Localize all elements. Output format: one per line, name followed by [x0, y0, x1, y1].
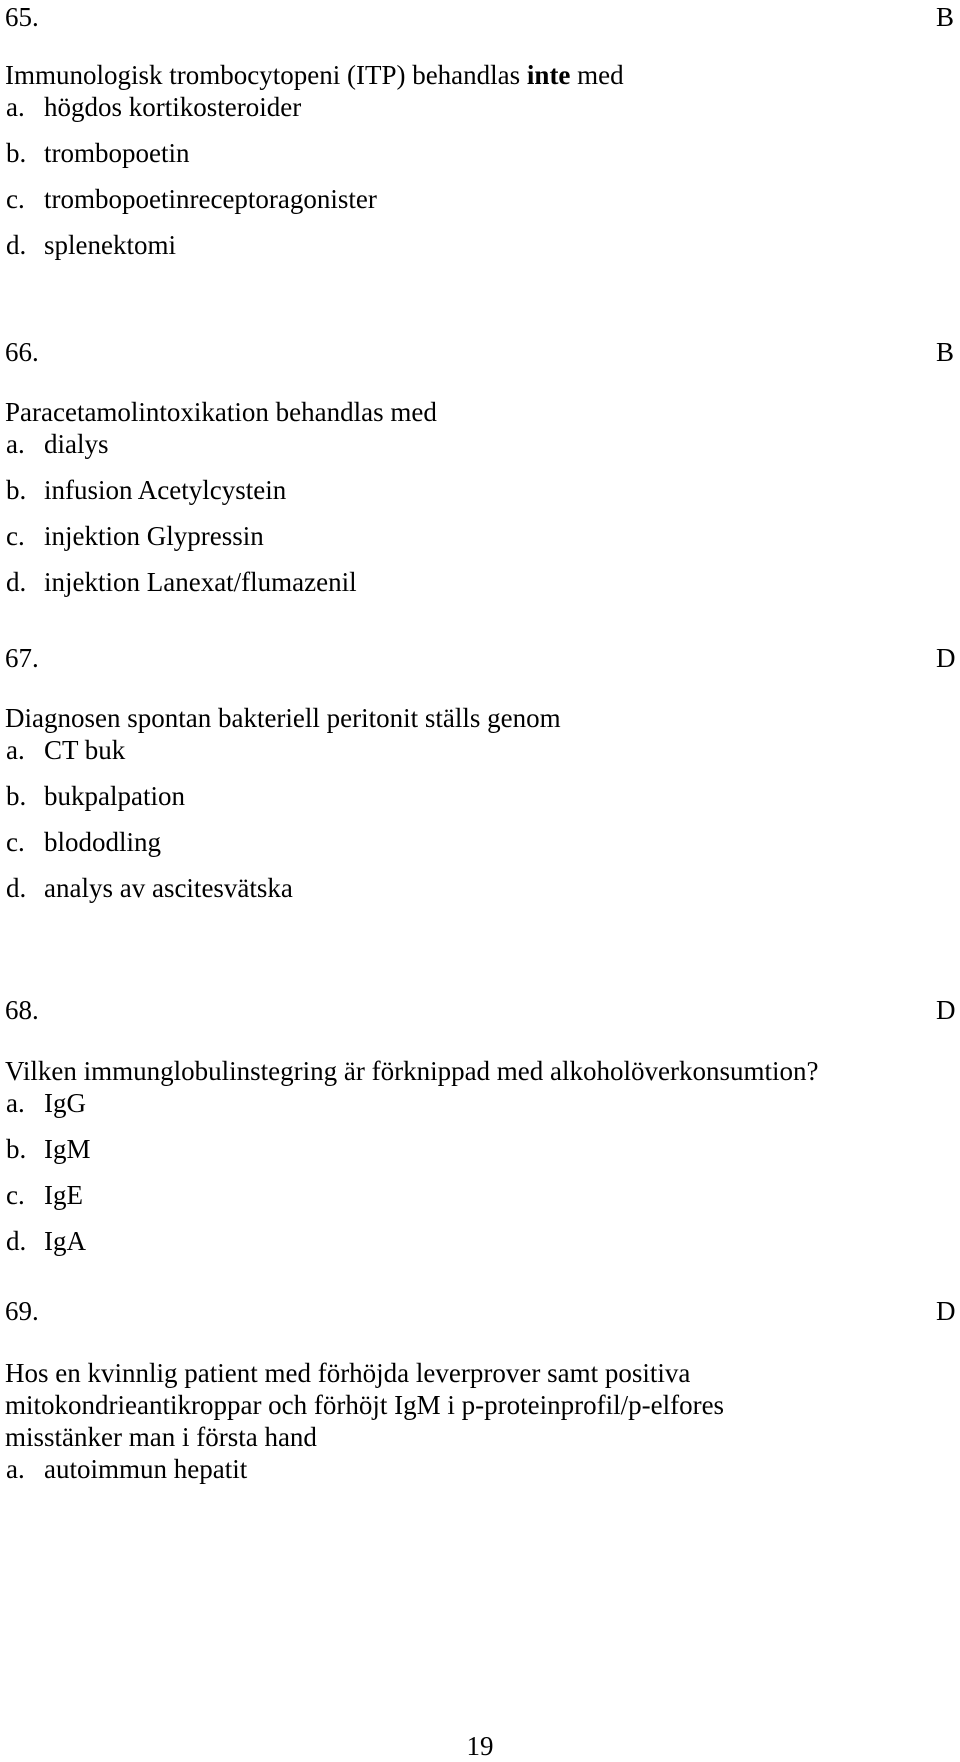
- option-text: IgM: [44, 1134, 91, 1164]
- option-text: blododling: [44, 827, 162, 857]
- question-stem: Paracetamolintoxikation behandlas med: [5, 397, 437, 427]
- option-letter: a.: [6, 429, 25, 459]
- question-number: 65.: [5, 2, 39, 32]
- option-letter: c.: [6, 1180, 25, 1210]
- option: [6, 873, 293, 903]
- question-number: 66.: [5, 337, 39, 367]
- question-number: 69.: [5, 1296, 39, 1326]
- option: [6, 475, 286, 505]
- option-text: CT buk: [44, 735, 126, 765]
- option: [6, 1134, 91, 1164]
- option-text: injektion Lanexat/flumazenil: [44, 567, 357, 597]
- option-letter: d.: [6, 567, 27, 597]
- option: [6, 781, 185, 811]
- answer-key: B: [936, 337, 955, 367]
- option-letter: a.: [6, 1088, 25, 1118]
- option-letter: b.: [6, 1134, 27, 1164]
- answer-key: D: [936, 995, 956, 1025]
- option-letter: c.: [6, 521, 25, 551]
- option-letter: b.: [6, 781, 27, 811]
- option: [6, 1226, 86, 1256]
- option-letter: d.: [6, 873, 27, 903]
- option: [6, 1454, 247, 1484]
- question-number: 67.: [5, 643, 39, 673]
- option: [6, 735, 125, 765]
- answer-key: D: [936, 1296, 956, 1326]
- option-letter: a.: [6, 92, 25, 122]
- page-number: 19: [466, 1731, 494, 1761]
- option-text: trombopoetin: [44, 138, 190, 168]
- option-letter: b.: [6, 138, 27, 168]
- option: [6, 230, 176, 260]
- question-stem-line: misstänker man i första hand: [5, 1422, 317, 1452]
- option: [6, 92, 301, 122]
- option-text: högdos kortikosteroider: [44, 92, 302, 122]
- question-stem: Diagnosen spontan bakteriell peritonit ställs genom: [5, 703, 561, 733]
- stem-emphasis: inte: [526, 60, 571, 90]
- option-text: dialys: [44, 429, 109, 459]
- question-number: 68.: [5, 995, 39, 1025]
- answer-key: B: [936, 2, 955, 32]
- option: [6, 429, 109, 459]
- question-stem: Vilken immunglobulinstegring är förknippad med alkoholöverkonsumtion?: [5, 1056, 819, 1086]
- option-text: infusion Acetylcystein: [44, 475, 287, 505]
- option-letter: b.: [6, 475, 27, 505]
- option: [6, 827, 161, 857]
- option: [6, 567, 357, 597]
- option-text: trombopoetinreceptoragonister: [44, 184, 377, 214]
- option-letter: c.: [6, 184, 25, 214]
- option-text: IgG: [44, 1088, 86, 1118]
- option-letter: a.: [6, 1454, 25, 1484]
- question-stem-line: mitokondrieantikroppar och förhöjt IgM i p-proteinprofil/p-elfores: [5, 1390, 725, 1420]
- option-text: injektion Glypressin: [44, 521, 264, 551]
- option: [6, 184, 377, 214]
- option: [6, 521, 264, 551]
- question-stem-line: Hos en kvinnlig patient med förhöjda leverprover samt positiva: [5, 1358, 691, 1388]
- question-stem: [5, 60, 624, 90]
- option-text: IgA: [44, 1226, 86, 1256]
- stem-text: Immunologisk trombocytopeni (ITP) behandlas: [5, 60, 527, 90]
- option-letter: d.: [6, 230, 27, 260]
- option-letter: d.: [6, 1226, 27, 1256]
- option-letter: a.: [6, 735, 25, 765]
- option-text: splenektomi: [44, 230, 176, 260]
- option-letter: c.: [6, 827, 25, 857]
- option-text: bukpalpation: [44, 781, 185, 811]
- option-text: IgE: [44, 1180, 83, 1210]
- option-text: autoimmun hepatit: [44, 1454, 248, 1484]
- option: [6, 1180, 83, 1210]
- option: [6, 1088, 86, 1118]
- stem-text: med: [570, 60, 624, 90]
- answer-key: D: [936, 643, 956, 673]
- option-text: analys av ascitesvätska: [44, 873, 293, 903]
- option: [6, 138, 189, 168]
